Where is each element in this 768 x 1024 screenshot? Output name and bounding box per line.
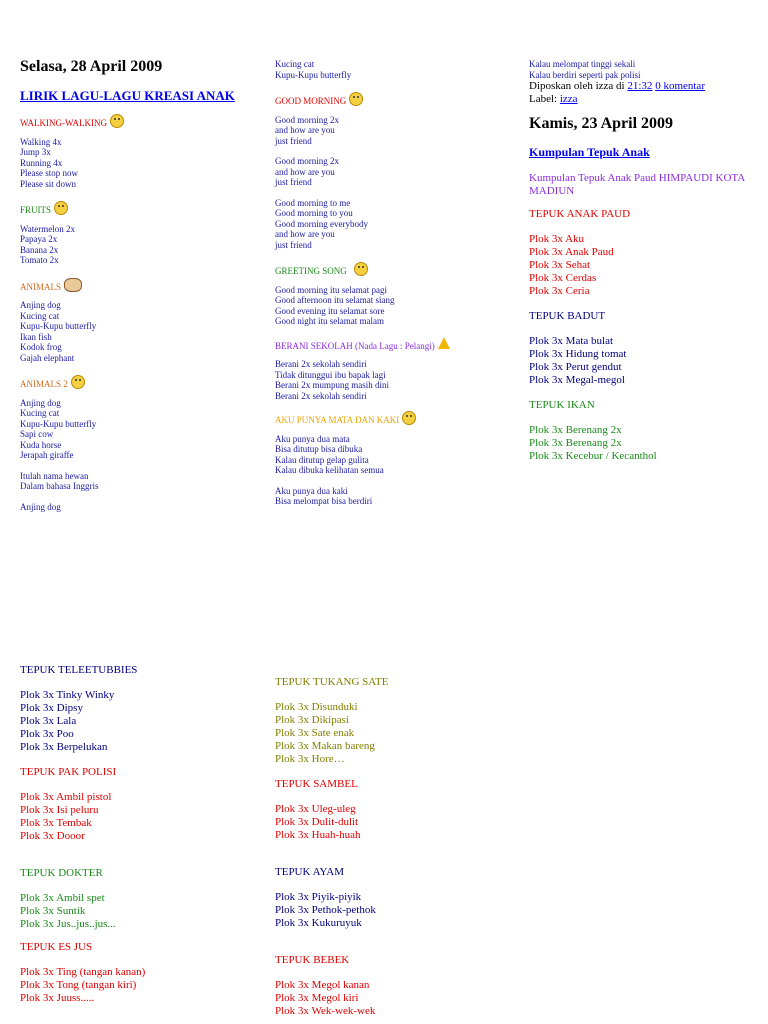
berani-lines: Berani 2x sekolah sendiri Tidak ditunggui ibu bapak lagi Berani 2x mumpung masih dini Berani 2x sekolah sendiri: [275, 359, 389, 401]
tepuk-tukang-sate-heading: TEPUK TUKANG SATE: [275, 676, 389, 688]
tepuk-badut-heading: TEPUK BADUT: [529, 310, 606, 322]
sambel-lines: Plok 3x Uleg-uleg Plok 3x Dulit-dulit Plok 3x Huah-huah: [275, 803, 361, 841]
star-icon: [438, 337, 450, 349]
top-lines: Kalau melompat tinggi sekali Kalau berdiri seperti pak polisi: [529, 59, 641, 80]
tepuk-sambel-heading: TEPUK SAMBEL: [275, 778, 358, 790]
comments-link[interactable]: 0 komentar: [655, 80, 705, 92]
animals2-heading: ANIMALS 2: [20, 375, 250, 390]
es-jus-lines: Plok 3x Ting (tangan kanan) Plok 3x Tong (tangan kiri) Plok 3x Juuss.....: [20, 966, 146, 1004]
tepuk-anak-paud-heading: TEPUK ANAK PAUD: [529, 208, 631, 220]
animals2-lines: Anjing dog Kucing cat Kupu-Kupu butterfly Sapi cow Kuda horse Jerapah giraffe: [20, 397, 97, 460]
tepuk-dokter-heading: TEPUK DOKTER: [20, 867, 103, 879]
tepuk-bebek-heading: TEPUK BEBEK: [275, 954, 350, 966]
animals-heading: ANIMALS: [20, 278, 250, 293]
sate-lines: Plok 3x Disunduki Plok 3x Dikipasi Plok 3x Sate enak Plok 3x Makan bareng Plok 3x Hore…: [275, 701, 375, 765]
paud-lines: Plok 3x Aku Plok 3x Anak Paud Plok 3x Sehat Plok 3x Cerdas Plok 3x Ceria: [529, 233, 614, 297]
gm-block-3: Good morning to me Good morning to you Good morning everybody and how are you just friend: [275, 197, 368, 250]
aku-block-2: Aku punya dua kaki Bisa melompat bisa berdiri: [275, 485, 373, 506]
animals-lines: Anjing dog Kucing cat Kupu-Kupu butterfly Ikan fish Kodok frog Gajah elephant: [20, 300, 97, 363]
tepuk-ikan-heading: TEPUK IKAN: [529, 399, 595, 411]
tepuk-teletubbies-heading: TEPUK TELEETUBBIES: [20, 664, 138, 676]
fruits-heading: FRUITS: [20, 201, 250, 216]
intro-text: Kumpulan Tepuk Anak Paud HIMPAUDI KOTA MADIUN: [529, 172, 746, 197]
ayam-lines: Plok 3x Piyik-piyik Plok 3x Pethok-pethok Plok 3x Kukuruyuk: [275, 891, 376, 929]
post-time-link[interactable]: 21:32: [627, 80, 653, 92]
good-morning-heading: GOOD MORNING: [275, 92, 510, 107]
gm-block-2: Good morning 2x and how are you just friend: [275, 156, 339, 187]
bottom-left-column: [20, 664, 260, 1005]
post-date: Kamis, 23 April 2009: [529, 115, 674, 132]
post-date: Selasa, 28 April 2009: [20, 58, 163, 75]
dog-icon: [64, 278, 82, 292]
post-title-link[interactable]: Kumpulan Tepuk Anak: [529, 145, 650, 159]
column-middle: [275, 59, 510, 507]
bottom-middle-column: [275, 676, 515, 1024]
smiley-icon: [354, 262, 368, 276]
label-link[interactable]: izza: [559, 92, 578, 105]
aku-block-1: Aku punya dua mata Bisa ditutup bisa dibuka Kalau ditutup gelap gulita Kalau dibuka kelihatan semua: [275, 433, 384, 475]
teletubbies-lines: Plok 3x Tinky Winky Plok 3x Dipsy Plok 3x Lala Plok 3x Poo Plok 3x Berpelukan: [20, 689, 115, 753]
aku-punya-heading: AKU PUNYA MATA DAN KAKI: [275, 411, 510, 426]
post-labels: Label: izza: [529, 92, 578, 105]
berani-sekolah-heading: BERANI SEKOLAH (Nada Lagu : Pelangi): [275, 337, 510, 352]
greeting-song-heading: GREETING SONG: [275, 262, 510, 277]
ikan-lines: Plok 3x Berenang 2x Plok 3x Berenang 2x Plok 3x Kecebur / Kecanthol: [529, 424, 657, 462]
column-left: [20, 58, 250, 512]
dokter-lines: Plok 3x Ambil spet Plok 3x Suntik Plok 3x Jus..jus..jus...: [20, 892, 116, 930]
last-line: Anjing dog: [20, 501, 61, 512]
bebek-lines: Plok 3x Megol kanan Plok 3x Megol kiri Plok 3x Wek-wek-wek: [275, 979, 376, 1017]
post-title-link[interactable]: LIRIK LAGU-LAGU KREASI ANAK: [20, 88, 235, 103]
itulah-lines: Itulah nama hewan Dalam bahasa Inggris: [20, 470, 99, 491]
polisi-lines: Plok 3x Ambil pistol Plok 3x Isi peluru Plok 3x Tembak Plok 3x Dooor: [20, 791, 112, 842]
tepuk-es-jus-heading: TEPUK ES JUS: [20, 941, 93, 953]
tepuk-ayam-heading: TEPUK AYAM: [275, 866, 344, 878]
walking-heading: WALKING-WALKING: [20, 114, 250, 129]
tiger-icon: [71, 375, 85, 389]
smiley-icon: [402, 411, 416, 425]
walking-lines: Walking 4x Jump 3x Running 4x Please stop now Please sit down: [20, 136, 78, 189]
greeting-lines: Good morning itu selamat pagi Good afternoon itu selamat siang Good evening itu selamat sore Good night itu selamat malam: [275, 284, 395, 326]
column-right: [529, 59, 759, 463]
badut-lines: Plok 3x Mata bulat Plok 3x Hidung tomat Plok 3x Perut gendut Plok 3x Megal-megol: [529, 335, 627, 386]
smiley-icon: [54, 201, 68, 215]
post-footer: Diposkan oleh izza di 21:32 0 komentar: [529, 80, 705, 92]
top-lines: Kucing cat Kupu-Kupu butterfly: [275, 59, 352, 80]
smiley-icon: [110, 114, 124, 128]
tepuk-pak-polisi-heading: TEPUK PAK POLISI: [20, 766, 117, 778]
gm-block-1: Good morning 2x and how are you just friend: [275, 114, 339, 146]
fruits-lines: Watermelon 2x Papaya 2x Banana 2x Tomato 2x: [20, 223, 76, 265]
sun-icon: [349, 92, 363, 106]
